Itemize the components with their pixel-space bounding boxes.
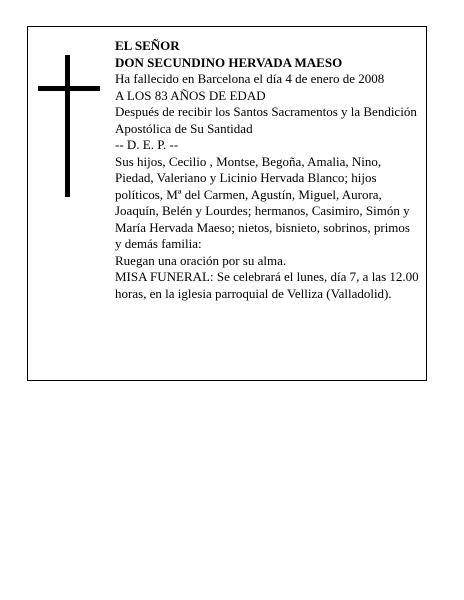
- cross-icon: [38, 55, 100, 197]
- prayer-request: Ruegan una oración por su alma.: [115, 252, 287, 268]
- rip-line: -- D. E. P. --: [115, 137, 179, 152]
- obituary-notice: [27, 26, 427, 381]
- notice-heading: EL SEÑOR: [115, 38, 180, 53]
- cross-horizontal-bar: [38, 86, 100, 91]
- funeral-info: MISA FUNERAL: Se celebrará el lunes, día 7, a las 12.00 horas, en la iglesia parroquial de Velliza (Valladolid).: [115, 269, 419, 301]
- sacraments-statement: Después de recibir los Santos Sacramentos y la Bendición Apostólica de Su Santidad: [115, 104, 417, 136]
- cross-vertical-bar: [65, 55, 70, 197]
- death-statement: Ha fallecido en Barcelona el día 4 de enero de 2008: [115, 71, 385, 86]
- age-statement: A LOS 83 AÑOS DE EDAD: [115, 87, 266, 103]
- obituary-text: [115, 38, 419, 302]
- deceased-name: DON SECUNDINO HERVADA MAESO: [115, 54, 343, 70]
- family-list: Sus hijos, Cecilio , Montse, Begoña, Amalia, Nino, Piedad, Valeriano y Licinio Hervada Blanco; hijos políticos, Mª del Carmen, Agustín, Miguel, Aurora, Joaquín, Belén y Lourdes; hermanos, Casimiro, Simón y María Hervada Maeso; nietos, bisnieto, sobrinos, primos y demás familia:: [115, 153, 410, 251]
